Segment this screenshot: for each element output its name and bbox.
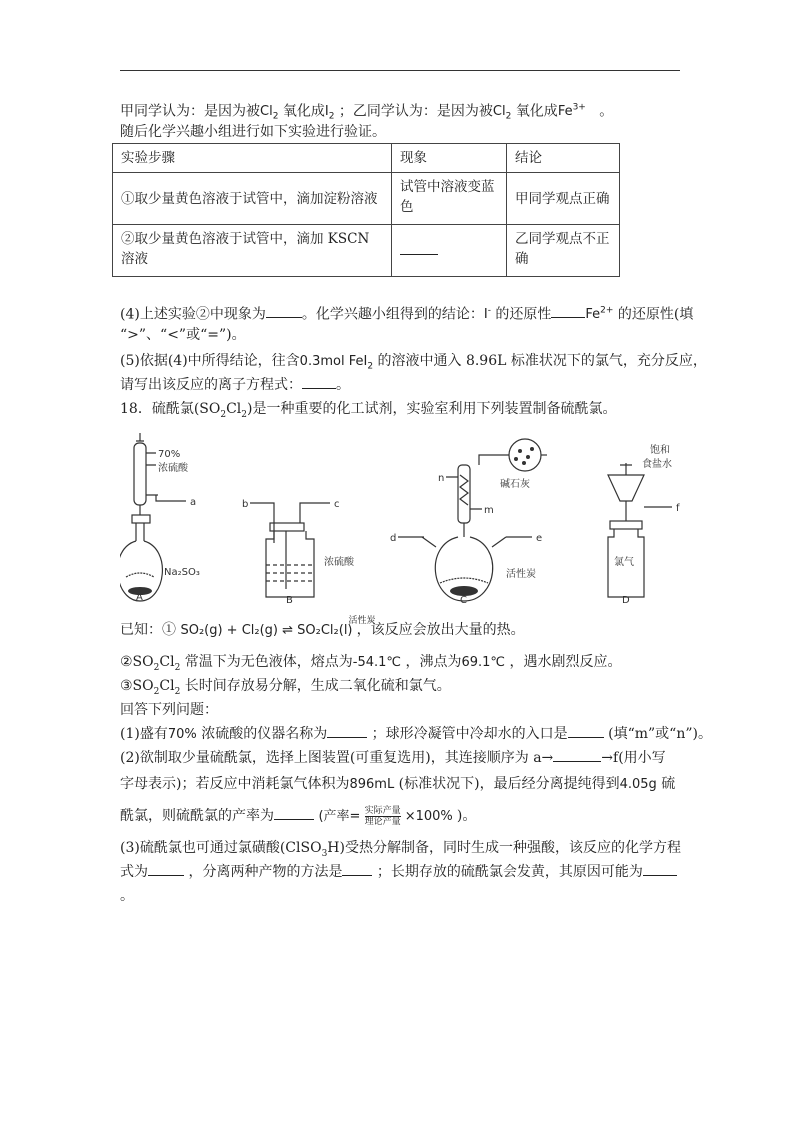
fig-port-c: c — [334, 499, 340, 510]
q18-p1: (1)盛有70% 浓硫酸的仪器名称为 ；球形冷凝管中冷却水的入口是 (填“m”或“n”)。 — [120, 726, 712, 742]
answer-blank — [568, 724, 604, 738]
fig-port-f: f — [676, 503, 680, 514]
answer-blank — [148, 862, 184, 876]
fig-label-d3: 氯气 — [614, 557, 634, 568]
q18-p2-line1: (2)欲制取少量硫酰氯，选择上图装置(可重复选用)，其连接顺序为 a→ →f(用小写 — [120, 750, 666, 766]
known-1: 已知：① SO₂(g) + Cl₂(g) ⇌ SO₂Cl₂(l) 活性炭 ，该反应会放出大量的热。 — [120, 620, 525, 641]
table-cell-conclusion: 甲同学观点正确 — [507, 173, 620, 225]
fig-name-a: A — [136, 592, 143, 603]
fig-port-b: b — [242, 499, 249, 510]
table-cell-phenomenon-blank — [392, 225, 507, 277]
intro-ox: 氧化成 — [515, 103, 558, 120]
answer-blank — [643, 862, 677, 876]
fig-label-c-top: 碱石灰 — [500, 479, 530, 490]
experiment-table — [112, 143, 620, 277]
known-3: $③SO_2Cl_2$ 长时间存放易分解，生成二氧化硫和氯气。 — [120, 678, 451, 697]
q18-intro: 18．硫酰氯$(SO_2Cl_2)$是一种重要的化工试剂，实验室利用下列装置制备硫酰氯。 — [120, 401, 617, 420]
formula-cl2: $Cl_2$ — [260, 104, 279, 122]
answer-blank — [274, 806, 314, 820]
intro-end: 。 — [599, 103, 614, 120]
equation: SO₂(g) + Cl₂(g) ⇌ SO₂Cl₂(l) 活性炭 — [180, 623, 356, 638]
verify-line: 随后化学兴趣小组进行如下实验进行验证。 — [120, 124, 386, 140]
answer-prompt: 回答下列问题： — [120, 702, 218, 718]
yield-formula: (产率= 实际产量 理论产量 ×100% — [318, 806, 453, 827]
table-header: 实验步骤 — [113, 144, 392, 173]
fig-label-a2: 浓硫酸 — [158, 463, 188, 474]
table-cell-conclusion: 乙同学观点不正确 — [507, 225, 620, 277]
fig-port-m: m — [484, 505, 494, 516]
q18-p2-line2: 字母表示)；若反应中消耗氯气体积为896mL (标准状况下)，最后经分离提纯得到4.05g 硫 — [120, 776, 676, 792]
table-header: 结论 — [507, 144, 620, 173]
answer-blank — [551, 304, 585, 318]
fig-name-b: B — [286, 595, 293, 605]
answer-blank — [342, 862, 372, 876]
formula-fe3: $Fe^{3+}$ — [557, 103, 586, 120]
header-rule — [120, 70, 680, 71]
apparatus-b — [250, 503, 330, 597]
q18-p3-line3: 。 — [120, 888, 134, 904]
table-row — [113, 173, 620, 225]
intro-ox-to: 氧化成 — [282, 103, 325, 120]
apparatus-d — [608, 463, 672, 597]
apparatus-figure — [120, 425, 700, 605]
melting-point: -54.1℃ — [352, 655, 401, 670]
formula-fei2: 0.3mol FeI$_2$ — [299, 354, 374, 372]
table-cell-step: ②取少量黄色溶液于试管中，滴加 KSCN 溶液 — [113, 225, 392, 277]
fig-port-e: e — [536, 533, 543, 544]
formula-i2: $I_2$ — [324, 104, 335, 122]
q5-line2: 请写出该反应的离子方程式： 。 — [120, 377, 350, 393]
table-header-row — [113, 144, 620, 173]
formula-i-minus: I- — [483, 306, 491, 323]
fig-label-d1: 饱和 — [650, 445, 670, 456]
formula-cl2-b: $Cl_2$ — [492, 104, 512, 122]
q18-p3-line2: 式为 ，分离两种产物的方法是 ；长期存放的硫酰氯会发黄，其原因可能为 — [120, 862, 677, 882]
table-row — [113, 225, 620, 277]
answer-blank — [400, 241, 438, 255]
answer-blank — [302, 375, 336, 389]
fig-name-c: C — [460, 595, 467, 605]
fig-label-d2: 食盐水 — [642, 459, 672, 470]
boiling-point: 69.1℃ — [461, 655, 505, 670]
fig-name-d: D — [622, 595, 630, 605]
q4-line1: (4)上述实验②中现象为 。化学兴趣小组得到的结论：I- 的还原性 $Fe^{2+}$ 的还原性(填 — [120, 306, 694, 323]
fig-port-n: n — [438, 473, 445, 484]
fig-label-a1: 70% — [158, 449, 181, 460]
fig-label-b: 浓硫酸 — [324, 557, 354, 568]
fig-port-a: a — [190, 497, 197, 508]
table-header: 现象 — [392, 144, 507, 173]
equation-catalyst: 活性炭 — [348, 616, 376, 626]
q4-line2: “>”、“<”或“=”)。 — [120, 327, 246, 343]
answer-blank — [266, 304, 302, 318]
table-cell-phenomenon: 试管中溶液变蓝色 — [392, 173, 507, 225]
answer-blank — [553, 748, 601, 762]
formula-fe2: $Fe^{2+}$ — [585, 306, 614, 323]
fig-label-na2so3: Na₂SO₃ — [164, 567, 200, 578]
fig-label-c-bottom: 活性炭 — [506, 569, 536, 580]
q5-line1: (5)依据(4)中所得结论，往含0.3mol FeI$_2$ 的溶液中通入 8.96L 标准状况下的氯气，充分反应， — [120, 353, 707, 372]
intro-jia: 甲同学认为：是因为被 — [120, 103, 260, 120]
known-2: $②SO_2Cl_2$ 常温下为无色液体，熔点为-54.1℃ ，沸点为69.1℃ ，遇水剧烈反应。 — [120, 654, 622, 673]
answer-blank — [327, 724, 367, 738]
fig-port-d: d — [390, 533, 397, 544]
q18-p3-line1: (3)硫酰氯也可通过氯磺酸(ClSO$_3$H)受热分解制备，同时生成一种强酸，该反应的化学方程 — [120, 840, 681, 859]
intro-yi: ；乙同学认为：是因为被 — [338, 103, 493, 120]
q18-p2-line3: 酰氯，则硫酰氯的产率为 (产率= 实际产量 理论产量 ×100% )。 — [120, 806, 477, 827]
table-cell-step: ①取少量黄色溶液于试管中，滴加淀粉溶液 — [113, 173, 392, 225]
